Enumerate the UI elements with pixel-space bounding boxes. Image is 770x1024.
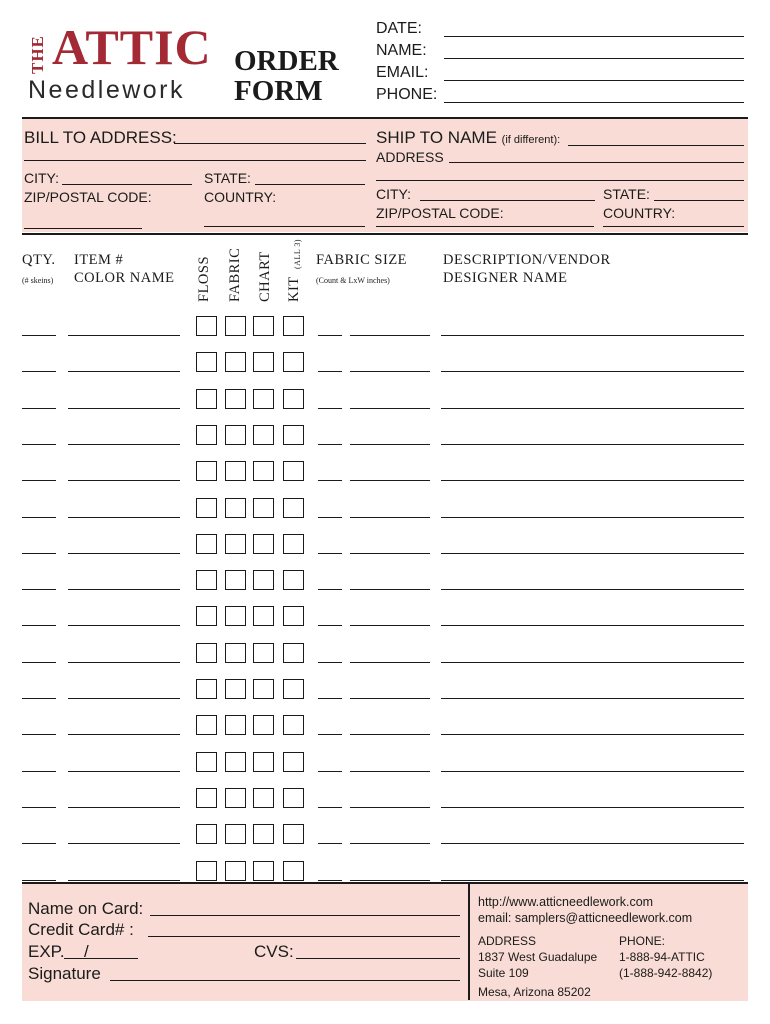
fabric-size-field[interactable]	[350, 444, 430, 445]
order-row	[0, 379, 770, 415]
email-link[interactable]: email: samplers@atticneedlework.com	[478, 911, 693, 925]
qty-field[interactable]	[22, 589, 56, 590]
ship-to-label	[376, 128, 560, 148]
item-color-field[interactable]	[68, 553, 180, 554]
address-label: ADDRESS	[478, 934, 537, 948]
ship-to-name-field[interactable]	[568, 145, 744, 146]
order-row	[0, 451, 770, 487]
order-row	[0, 306, 770, 342]
description-field[interactable]	[441, 444, 744, 445]
order-row	[0, 342, 770, 378]
floss-checkbox[interactable]	[196, 461, 217, 481]
floss-checkbox[interactable]	[196, 752, 217, 772]
order-row	[0, 705, 770, 741]
fabric-count-field[interactable]	[318, 589, 342, 590]
fabric-size-field[interactable]	[350, 589, 430, 590]
floss-checkbox[interactable]	[196, 606, 217, 626]
fabric-size-field[interactable]	[350, 371, 430, 372]
item-color-field[interactable]	[68, 444, 180, 445]
qty-field[interactable]	[22, 734, 56, 735]
ship-address-field[interactable]	[449, 162, 744, 163]
fabric-checkbox[interactable]	[225, 316, 246, 336]
ship-to-name-label: SHIP TO NAME	[376, 128, 497, 147]
phone-label: PHONE:	[619, 934, 666, 948]
title-line-1: ORDER	[234, 45, 339, 77]
chart-checkbox[interactable]	[253, 389, 274, 409]
item-color-field[interactable]	[68, 480, 180, 481]
description-field[interactable]	[441, 807, 744, 808]
bill-to-field-2[interactable]	[24, 160, 366, 161]
chart-checkbox[interactable]	[253, 861, 274, 881]
fabric-count-field[interactable]	[318, 335, 342, 336]
fabric-count-field[interactable]	[318, 807, 342, 808]
fabric-checkbox[interactable]	[225, 606, 246, 626]
fabric-count-field[interactable]	[318, 480, 342, 481]
phone-line-2: (1-888-942-8842)	[619, 966, 713, 980]
name-on-card-label: Name on Card:	[28, 899, 144, 918]
fabric-checkbox[interactable]	[225, 389, 246, 409]
signature-field[interactable]	[110, 980, 460, 981]
website-link[interactable]: http://www.atticneedlework.com	[478, 895, 654, 909]
name-label: NAME:	[376, 42, 427, 59]
description-field[interactable]	[441, 625, 744, 626]
fabric-checkbox[interactable]	[225, 534, 246, 554]
chart-checkbox[interactable]	[253, 352, 274, 372]
floss-checkbox[interactable]	[196, 352, 217, 372]
bill-zip-label: ZIP/POSTAL CODE:	[24, 189, 152, 205]
description-field[interactable]	[441, 662, 744, 663]
ship-state-field[interactable]	[654, 200, 744, 201]
fabric-checkbox[interactable]	[225, 752, 246, 772]
item-color-field[interactable]	[68, 880, 180, 881]
cvs-field[interactable]	[296, 958, 460, 959]
bill-to-field[interactable]	[174, 143, 366, 144]
fabric-checkbox[interactable]	[225, 461, 246, 481]
fabric-size-field[interactable]	[350, 807, 430, 808]
kit-checkbox[interactable]	[283, 389, 304, 409]
fabric-checkbox[interactable]	[225, 570, 246, 590]
date-field[interactable]	[444, 36, 744, 37]
ship-to-note: (if different):	[501, 134, 561, 146]
phone-label: PHONE:	[376, 86, 438, 103]
bill-zip-field[interactable]	[24, 228, 142, 229]
bill-to-label: BILL TO ADDRESS:	[24, 128, 177, 147]
chart-checkbox[interactable]	[253, 715, 274, 735]
description-field[interactable]	[441, 335, 744, 336]
qty-heading: QTY.	[22, 252, 56, 268]
fabric-checkbox[interactable]	[225, 498, 246, 518]
fabric-count-field[interactable]	[318, 771, 342, 772]
title-line-2: FORM	[234, 75, 323, 107]
ship-address-field-2[interactable]	[376, 180, 744, 181]
description-heading: DESCRIPTION/VENDOR	[443, 252, 611, 268]
bill-country-field[interactable]	[204, 226, 365, 227]
qty-field[interactable]	[22, 662, 56, 663]
ship-city-field[interactable]	[420, 200, 595, 201]
bill-state-field[interactable]	[255, 184, 365, 185]
color-name-heading: COLOR NAME	[74, 270, 175, 286]
fabric-size-field[interactable]	[350, 662, 430, 663]
description-field[interactable]	[441, 771, 744, 772]
chart-checkbox[interactable]	[253, 425, 274, 445]
kit-checkbox[interactable]	[283, 643, 304, 663]
fabric-checkbox[interactable]	[225, 715, 246, 735]
fabric-size-field[interactable]	[350, 480, 430, 481]
credit-card-field[interactable]	[148, 936, 460, 937]
fabric-size-field[interactable]	[350, 771, 430, 772]
fabric-count-field[interactable]	[318, 553, 342, 554]
fabric-count-field[interactable]	[318, 734, 342, 735]
designer-heading: DESIGNER NAME	[443, 270, 568, 286]
kit-checkbox[interactable]	[283, 570, 304, 590]
order-row	[0, 488, 770, 524]
item-color-field[interactable]	[68, 734, 180, 735]
qty-field[interactable]	[22, 553, 56, 554]
kit-checkbox[interactable]	[283, 679, 304, 699]
item-color-field[interactable]	[68, 408, 180, 409]
fabric-size-field[interactable]	[350, 553, 430, 554]
credit-card-label: Credit Card# :	[28, 920, 134, 939]
bill-state-label: STATE:	[204, 170, 251, 186]
floss-checkbox[interactable]	[196, 389, 217, 409]
description-field[interactable]	[441, 408, 744, 409]
chart-checkbox[interactable]	[253, 679, 274, 699]
item-color-field[interactable]	[68, 371, 180, 372]
exp-label: EXP.	[28, 942, 65, 961]
floss-checkbox[interactable]	[196, 316, 217, 336]
phone-line-1: 1-888-94-ATTIC	[619, 950, 705, 964]
description-field[interactable]	[441, 589, 744, 590]
item-color-field[interactable]	[68, 589, 180, 590]
description-field[interactable]	[441, 734, 744, 735]
divider	[22, 117, 748, 119]
description-field[interactable]	[441, 880, 744, 881]
kit-checkbox[interactable]	[283, 461, 304, 481]
fabric-checkbox[interactable]	[225, 425, 246, 445]
fabric-checkbox[interactable]	[225, 352, 246, 372]
qty-field[interactable]	[22, 408, 56, 409]
divider	[22, 233, 748, 235]
floss-checkbox[interactable]	[196, 715, 217, 735]
description-field[interactable]	[441, 371, 744, 372]
description-field[interactable]	[441, 517, 744, 518]
floss-checkbox[interactable]	[196, 425, 217, 445]
qty-field[interactable]	[22, 698, 56, 699]
floss-checkbox[interactable]	[196, 570, 217, 590]
chart-checkbox[interactable]	[253, 316, 274, 336]
qty-field[interactable]	[22, 880, 56, 881]
bill-country-label: COUNTRY:	[204, 189, 277, 205]
ship-country-label: COUNTRY:	[603, 205, 676, 221]
fabric-count-field[interactable]	[318, 880, 342, 881]
order-row	[0, 596, 770, 632]
order-row	[0, 778, 770, 814]
qty-field[interactable]	[22, 371, 56, 372]
address-line-1: 1837 West Guadalupe	[478, 950, 598, 964]
qty-field[interactable]	[22, 843, 56, 844]
chart-checkbox[interactable]	[253, 788, 274, 808]
description-field[interactable]	[441, 553, 744, 554]
exp-slash: /	[84, 942, 89, 961]
ship-zip-field[interactable]	[376, 226, 594, 227]
qty-field[interactable]	[22, 517, 56, 518]
floss-heading: FLOSS	[196, 255, 212, 302]
kit-subheading: (ALL 3)	[293, 238, 302, 269]
floss-checkbox[interactable]	[196, 824, 217, 844]
chart-checkbox[interactable]	[253, 570, 274, 590]
chart-checkbox[interactable]	[253, 752, 274, 772]
qty-field[interactable]	[22, 771, 56, 772]
item-color-field[interactable]	[68, 662, 180, 663]
kit-heading: KIT	[286, 276, 302, 302]
fabric-checkbox[interactable]	[225, 679, 246, 699]
ship-country-field[interactable]	[603, 226, 744, 227]
description-field[interactable]	[441, 843, 744, 844]
fabric-count-field[interactable]	[318, 843, 342, 844]
order-row	[0, 633, 770, 669]
order-row	[0, 560, 770, 596]
floss-checkbox[interactable]	[196, 534, 217, 554]
order-row	[0, 669, 770, 705]
kit-checkbox[interactable]	[283, 425, 304, 445]
fabric-heading: FABRIC	[227, 247, 243, 302]
order-row	[0, 415, 770, 451]
address-line-2: Suite 109	[478, 966, 529, 980]
item-color-field[interactable]	[68, 807, 180, 808]
item-color-field[interactable]	[68, 843, 180, 844]
ship-city-label: CITY:	[376, 186, 412, 202]
item-color-field[interactable]	[68, 771, 180, 772]
kit-checkbox[interactable]	[283, 752, 304, 772]
kit-checkbox[interactable]	[283, 316, 304, 336]
item-color-field[interactable]	[68, 517, 180, 518]
fabric-size-field[interactable]	[350, 734, 430, 735]
fabric-size-subheading: (Count & LxW inches)	[316, 276, 390, 285]
phone-field[interactable]	[444, 102, 744, 103]
chart-checkbox[interactable]	[253, 606, 274, 626]
order-row	[0, 524, 770, 560]
kit-checkbox[interactable]	[283, 861, 304, 881]
name-field[interactable]	[444, 58, 744, 59]
fabric-size-heading: FABRIC SIZE	[316, 252, 408, 268]
bill-city-label: CITY:	[24, 170, 60, 186]
address-line-3: Mesa, Arizona 85202	[478, 985, 591, 999]
item-color-field[interactable]	[68, 698, 180, 699]
kit-checkbox[interactable]	[283, 606, 304, 626]
qty-field[interactable]	[22, 807, 56, 808]
floss-checkbox[interactable]	[196, 498, 217, 518]
kit-checkbox[interactable]	[283, 534, 304, 554]
logo-attic: ATTIC	[52, 19, 212, 75]
floss-checkbox[interactable]	[196, 788, 217, 808]
chart-checkbox[interactable]	[253, 498, 274, 518]
ship-address-label: ADDRESS	[376, 149, 444, 165]
chart-heading: CHART	[257, 251, 273, 302]
fabric-checkbox[interactable]	[225, 643, 246, 663]
fabric-size-field[interactable]	[350, 517, 430, 518]
item-color-field[interactable]	[68, 625, 180, 626]
logo-the: THE	[28, 35, 47, 74]
item-heading: ITEM #	[74, 252, 124, 268]
floss-checkbox[interactable]	[196, 643, 217, 663]
fabric-count-field[interactable]	[318, 517, 342, 518]
fabric-checkbox[interactable]	[225, 788, 246, 808]
fabric-count-field[interactable]	[318, 625, 342, 626]
chart-checkbox[interactable]	[253, 824, 274, 844]
fabric-count-field[interactable]	[318, 408, 342, 409]
kit-checkbox[interactable]	[283, 715, 304, 735]
email-field[interactable]	[444, 80, 744, 81]
qty-field[interactable]	[22, 335, 56, 336]
email-label: EMAIL:	[376, 64, 429, 81]
description-field[interactable]	[441, 698, 744, 699]
order-row	[0, 814, 770, 850]
chart-checkbox[interactable]	[253, 643, 274, 663]
item-color-field[interactable]	[68, 335, 180, 336]
fabric-size-field[interactable]	[350, 625, 430, 626]
fabric-size-field[interactable]	[350, 408, 430, 409]
kit-checkbox[interactable]	[283, 824, 304, 844]
qty-field[interactable]	[22, 480, 56, 481]
description-field[interactable]	[441, 480, 744, 481]
page-title	[234, 46, 339, 106]
floss-checkbox[interactable]	[196, 679, 217, 699]
kit-checkbox[interactable]	[283, 498, 304, 518]
logo-needlework: Needlework	[28, 76, 186, 104]
chart-checkbox[interactable]	[253, 461, 274, 481]
ship-zip-label: ZIP/POSTAL CODE:	[376, 205, 504, 221]
floss-checkbox[interactable]	[196, 861, 217, 881]
fabric-checkbox[interactable]	[225, 824, 246, 844]
ship-state-label: STATE:	[603, 186, 650, 202]
fabric-count-field[interactable]	[318, 698, 342, 699]
fabric-count-field[interactable]	[318, 371, 342, 372]
fabric-size-field[interactable]	[350, 843, 430, 844]
fabric-size-field[interactable]	[350, 880, 430, 881]
qty-field[interactable]	[22, 625, 56, 626]
cvs-label: CVS:	[254, 942, 294, 961]
fabric-count-field[interactable]	[318, 444, 342, 445]
qty-subheading: (# skeins)	[22, 276, 54, 285]
fabric-size-field[interactable]	[350, 698, 430, 699]
kit-checkbox[interactable]	[283, 788, 304, 808]
signature-label: Signature	[28, 964, 101, 983]
footer-divider	[468, 884, 470, 1000]
qty-field[interactable]	[22, 444, 56, 445]
date-label: DATE:	[376, 20, 422, 37]
chart-checkbox[interactable]	[253, 534, 274, 554]
name-on-card-field[interactable]	[150, 915, 460, 916]
fabric-count-field[interactable]	[318, 662, 342, 663]
divider	[22, 882, 748, 884]
order-row	[0, 742, 770, 778]
kit-checkbox[interactable]	[283, 352, 304, 372]
bill-city-field[interactable]	[62, 184, 192, 185]
exp-field[interactable]	[64, 958, 138, 959]
fabric-size-field[interactable]	[350, 335, 430, 336]
fabric-checkbox[interactable]	[225, 861, 246, 881]
